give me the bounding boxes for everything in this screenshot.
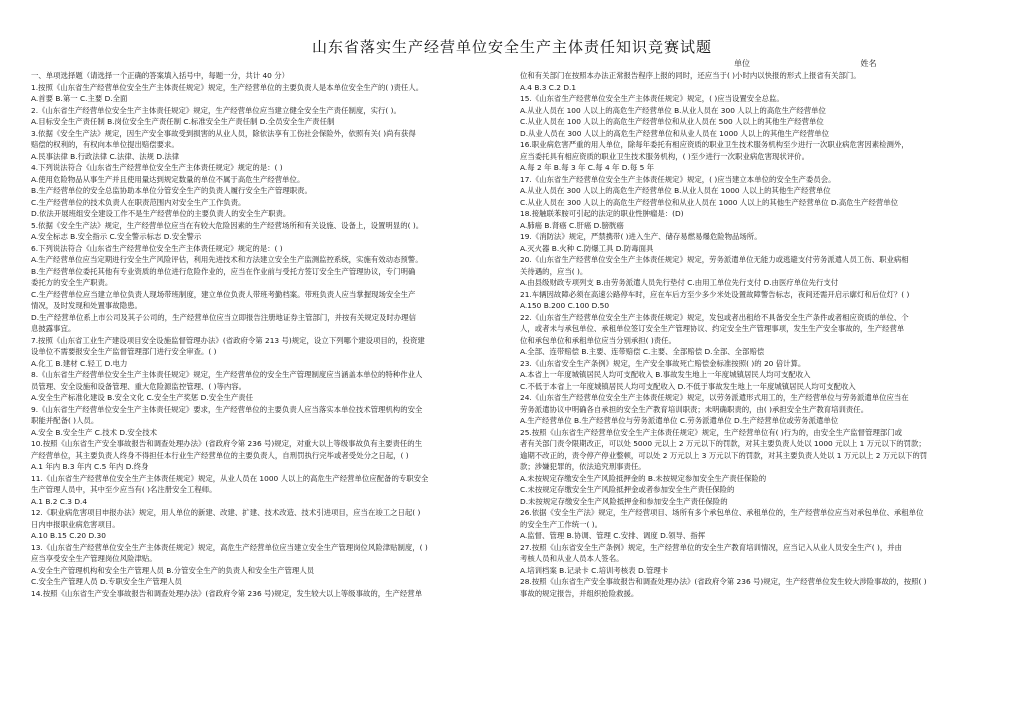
text-line: 14.按照《山东省生产安全事故报告和调查处理办法》(省政府令第 236 号)规定，发生较大以上等级事故的，生产经营单 [31, 588, 423, 598]
text-line: 逾期不改正的，责令停产停业整顿，可以处 2 万元以上 3 万元以下的罚款，对其主要负责人处以 1 万元以上 2 万元以下的罚 [520, 450, 928, 460]
text-line: 11.《山东省生产经营单位安全生产主体责任规定》规定，从业人员在 1000 人以上的高危生产经营单位应配备的专职安全 [31, 473, 429, 483]
text-line: A.从业人员在 300 人以上的高危生产经营单位 B.从业人员在 1000 人以上的其他生产经营单位 [520, 186, 831, 195]
text-line: 款；涉嫌犯罪的，依法追究刑事责任。 [520, 462, 646, 471]
text-line: 10.按照《山东省生产安全事故报告和调查处理办法》(省政府令第 236 号)规定，对重大以上等级事故负有主要责任的生 [31, 439, 423, 448]
text-line: 21.车辆因故障必须在高速公路停车时，应在车后方至少多少米处设置故障警告标志，夜间还需开启示廓灯和后位灯？( ) [520, 289, 910, 299]
right-column [520, 70, 995, 599]
text-line: D.从业人员在 300 人以上的高危生产经营单位和从业人员在 1000 人以上的其他生产经营单位 [520, 128, 830, 138]
text-line: B.生产经营单位委托其他有专业资质的单位进行危险作业的，应当在作业前与受托方签订安全生产管理协议，专门明确 [31, 266, 416, 276]
text-line: A.监督、管理 B.协调、管理 C.安排、调度 D.领导、指挥 [520, 531, 706, 540]
text-line: A.安全生产标准化建设 B.安全文化 C.安全生产奖惩 D.安全生产责任 [31, 393, 254, 402]
text-line: 者有关部门责令限期改正，可以处 5000 元以上 2 万元以下的罚款，对其主要负责人处以 1000 元以上 1 万元以下的罚款； [520, 439, 926, 448]
text-line: A.150 B.200 C.100 D.50 [520, 301, 610, 310]
text-line: 3.依据《安全生产法》规定，因生产安全事故受到损害的从业人员，除依法享有工伤社会保险外，依照有关( )尚有获得 [31, 128, 416, 138]
text-line: 15.《山东省生产经营单位安全生产主体责任规定》规定，( )应当设置安全总监。 [520, 94, 784, 103]
text-line: 18.接触联苯胺可引起的法定的职业性肿瘤是：(D) [520, 209, 684, 218]
text-line: A.生产经营单位应当定期进行安全生产风险评估，利用先进技术和方法建立安全生产监测监控系统，实施有效动态预警。 [31, 255, 423, 264]
text-line: A.安全标志 B.安全指示 C.安全警示标志 D.安全警示 [31, 232, 202, 241]
text-line: C.从业人员在 100 人以上的高危生产经营单位和从业人员在 500 人以上的其他生产经营单位 [520, 117, 824, 126]
text-line: C.安全生产管理人员 D.专职安全生产管理人员 [31, 577, 182, 586]
text-line: 23.《山东省安全生产条例》规定，生产安全事故死亡赔偿金标准按照( )的 20 倍计算。 [520, 358, 806, 368]
text-line: 19.《消防法》规定，严禁携带( )进入生产、储存易燃易爆危险物品场所。 [520, 232, 762, 241]
text-line: C.不低于本省上一年度城镇居民人均可支配收入 D.不低于事故发生地上一年度城镇居民人均可支配收入 [520, 381, 856, 391]
text-line: B.生产经营单位的安全总监协助本单位分管安全生产的负责人履行安全生产管理职责。 [31, 186, 312, 195]
text-line: 一、单项选择题（请选择一个正确的答案填入括号中，每题一分，共计 40 分） [31, 71, 289, 80]
text-line: D.依法开展班组安全建设工作不是生产经营单位的主要负责人的安全生产职责。 [31, 209, 291, 218]
text-line: 12.《职业病危害项目申报办法》规定，用人单位的新建、改建、扩建、技术改造、技术引进项目，应当在竣工之日起( ) [31, 508, 421, 517]
text-line: 的安全生产工作统一( )。 [520, 519, 603, 529]
text-line: 关待遇的，应当( )。 [520, 266, 588, 276]
left-column [31, 70, 511, 599]
text-line: 赔偿的权利的，有权向本单位提出赔偿要求。 [31, 140, 179, 149]
text-line: 17.《山东省生产经营单位安全生产主体责任规定》规定，( )应当建立本单位的安全生产委员会。 [520, 174, 836, 184]
text-line: A.首要 B.第一 C.主要 D.全面 [31, 94, 128, 103]
name-label: 姓名 [860, 59, 877, 68]
text-line: 5.依据《安全生产法》规定，生产经营单位应当在有较大危险因素的生产经营场所和有关设施、设备上，设置明显的( )。 [31, 220, 424, 230]
text-line: A.1 B.2 C.3 D.4 [31, 496, 88, 506]
text-line: 7.按照《山东省工业生产建设项目安全设施监督管理办法》(省政府令第 213 号)规定，设立下列哪个建设项目的，投资建 [31, 335, 425, 345]
text-line: D.生产经营单位系上市公司及其子公司的，生产经营单位应当立即报告注册地证券主管部门，并按有关规定及时办理信 [31, 312, 416, 322]
text-line: A.化工 B.建材 C.轻工 D.电力 [31, 358, 128, 368]
text-line: A.民事法律 B.行政法律 C.法律、法规 D.法律 [31, 151, 180, 161]
text-line: 2.《山东省生产经营单位安全生产主体责任规定》规定，生产经营单位应当建立健全安全生产责任制度，实行( )。 [31, 105, 401, 115]
text-line: 事故的规定报告，并组织抢险救援。 [520, 588, 639, 598]
text-line: 劳务派遣协议中明确各自承担的安全生产教育培训职责；未明确职责的，由( )承担安全生产教育培训责任。 [520, 404, 869, 414]
text-line: A.全部、连带赔偿 B.主要、连带赔偿 C.主要、全部赔偿 D.全部、全部赔偿 [520, 347, 765, 356]
text-line: 1.按照《山东省生产经营单位安全生产主体责任规定》规定，生产经营单位的主要负责人是本单位安全生产的( )责任人。 [31, 82, 424, 92]
text-line: 24.《山东省生产经营单位安全生产主体责任规定》规定，以劳务派遣形式用工的，生产经营单位与劳务派遣单位应当在 [520, 393, 909, 402]
text-line: 25.按照《山东省生产经营单位安全生产主体责任规定》规定，生产经营单位有( )行为的，由安全生产监督管理部门或 [520, 427, 903, 437]
text-line: A.每 2 年 B.每 3 年 C.每 4 年 D.每 5 年 [520, 163, 655, 172]
unit-label: 单位 [734, 59, 750, 68]
header-fields [734, 58, 877, 69]
text-line: D.未按规定存缴安全生产风险抵押金和参加安全生产责任保险的 [520, 496, 728, 506]
text-line: 13.《山东省生产经营单位安全生产主体责任规定》规定，高危生产经营单位应当建立安全生产管理岗位风险津贴制度，( ) [31, 542, 428, 552]
text-line: 4.下列说法符合《山东省生产经营单位安全生产主体责任规定》规定的是：( ) [31, 163, 283, 172]
text-line: 20.《山东省生产经营单位安全生产主体责任规定》规定，劳务派遣单位无能力或逃避支付劳务派遣人员工伤、职业病相 [520, 255, 909, 264]
text-line: 生产管理人员中，其中至少应当有( )名注册安全工程师。 [31, 485, 217, 494]
text-line: 16.职业病危害严重的用人单位，除每年委托有相应资质的职业卫生技术服务机构至少进行一次职业病危害因素检测外， [520, 140, 909, 149]
text-line: 27.按照《山东省安全生产条例》规定，生产经营单位的安全生产教育培训情况，应当记入从业人员安全生产( )，并由 [520, 542, 903, 552]
text-line: 员管理、安全设施和设备管理、重大危险源监控管理、( )等内容。 [31, 381, 247, 391]
text-line: A.4 B.3 C.2 D.1 [520, 82, 577, 92]
text-line: A.灭火器 B.火种 C.防爆工具 D.防毒面具 [520, 243, 654, 253]
text-line: 6.下列说法符合《山东省生产经营单位安全生产主体责任规定》规定的是：( ) [31, 243, 283, 253]
text-line: 应当享受安全生产管理岗位风险津贴。 [31, 554, 157, 563]
text-line: A.从业人员在 100 人以上的高危生产经营单位 B.从业人员在 300 人以上的高危生产经营单位 [520, 105, 826, 115]
text-line: 26.依据《安全生产法》规定，生产经营项目、场所有多个承包单位、承租单位的，生产经营单位应当对承包单位、承租单位 [520, 508, 924, 517]
text-line: 应当委托具有相应资质的职业卫生技术服务机构，( )至少进行一次职业病危害现状评价。 [520, 151, 809, 161]
text-line: A.1 年内 B.3 年内 C.5 年内 D.终身 [31, 462, 149, 471]
text-line: A.10 B.15 C.20 D.30 [31, 531, 106, 540]
text-line: 22.《山东省生产经营单位安全生产主体责任规定》规定，发包或者出租给不具备安全生产条件或者相应资质的单位、个 [520, 312, 909, 322]
text-line: 息披露事宜。 [31, 324, 76, 333]
text-line: C.从业人员在 300 人以上的高危生产经营单位和从业人员在 1000 人以上的其他生产经营单位 D.高危生产经营单位 [520, 197, 899, 207]
text-line: C.生产经营单位的技术负责人在职责范围内对安全生产工作负责。 [31, 197, 246, 207]
text-line: 人，或者未与承包单位、承租单位签订安全生产管理协议、约定安全生产管理事项，发生生产安全事故的，生产经营单 [520, 324, 905, 333]
text-line: 职能并配备( )人员。 [31, 416, 99, 425]
text-line: C.未按规定存缴安全生产风险抵押金或者参加安全生产责任保险的 [520, 485, 735, 494]
text-line: 情况，及时发现和处置事故隐患。 [31, 301, 142, 310]
text-line: 8.《山东省生产经营单位安全生产主体责任规定》规定，生产经营单位的安全生产管理制度应当涵盖本单位的特种作业人 [31, 370, 423, 379]
text-line: 产经营单位，其主要负责人终身不得担任本行业生产经营单位的主要负责人，自刑罚执行完毕或者受处分之日起，( ) [31, 450, 409, 460]
text-line: A.安全 B.安全生产 C.技术 D.安全技术 [31, 427, 157, 437]
text-line: A.培训档案 B.记录卡 C.培训考核表 D.管理卡 [520, 565, 669, 575]
text-line: A.使用危险物品从事生产并且使用量达到规定数量的单位不属于高危生产经营单位。 [31, 174, 305, 184]
document-title: 山东省落实生产经营单位安全生产主体责任知识竞赛试题 [311, 38, 712, 56]
text-line: 日内申报职业病危害项目。 [31, 519, 120, 529]
text-line: 委托方的安全生产职责。 [31, 278, 113, 287]
text-line: 9.《山东省生产经营单位安全生产主体责任规定》要求，生产经营单位的主要负责人应当落实本单位技术管理机构的安全 [31, 404, 423, 414]
text-line: 考核人员和从业人员本人签名。 [520, 554, 624, 563]
text-line: A.本省上一年度城镇居民人均可支配收入 B.事故发生地上一年度城镇居民人均可支配收入 [520, 370, 811, 379]
text-line: A.由县级财政专项列支 B.由劳务派遣人员先行垫付 C.由用工单位先行支付 D.由医疗单位先行支付 [520, 278, 839, 287]
text-line: A.安全生产管理机构和安全生产管理人员 B.分管安全生产的负责人和安全生产管理人员 [31, 565, 315, 575]
text-line: A.目标安全生产责任制 B.岗位安全生产责任制 C.标准安全生产责任制 D.全员安全生产责任制 [31, 117, 335, 126]
text-line: 位和承包单位和承租单位应当分别承担( )责任。 [520, 335, 676, 345]
text-line: A.未按规定存缴安全生产风险抵押金的 B.未按规定参加安全生产责任保险的 [520, 473, 767, 483]
text-line: C.生产经营单位应当建立单位负责人现场带班制度，建立单位负责人带班考勤档案。带班负责人应当掌握现场安全生产 [31, 289, 416, 299]
text-line: 位和有关部门在按照本办法正常报告程序上报的同时，还应当于( )小时内以快报的形式上报省有关部门。 [520, 71, 861, 80]
text-line: 设单位不需要报安全生产监督管理部门进行安全审查。( ) [31, 347, 217, 356]
text-line: A.生产经营单位 B.生产经营单位与劳务派遣单位 C.劳务派遣单位 D.生产经营单位或劳务派遣单位 [520, 416, 839, 425]
text-line: A.肺癌 B.肾癌 C.肝癌 D.膀胱癌 [520, 220, 624, 230]
text-line: 28.按照《山东省生产安全事故报告和调查处理办法》(省政府令第 236 号)规定，生产经营单位发生较大涉险事故的，按照( ) [520, 577, 927, 586]
